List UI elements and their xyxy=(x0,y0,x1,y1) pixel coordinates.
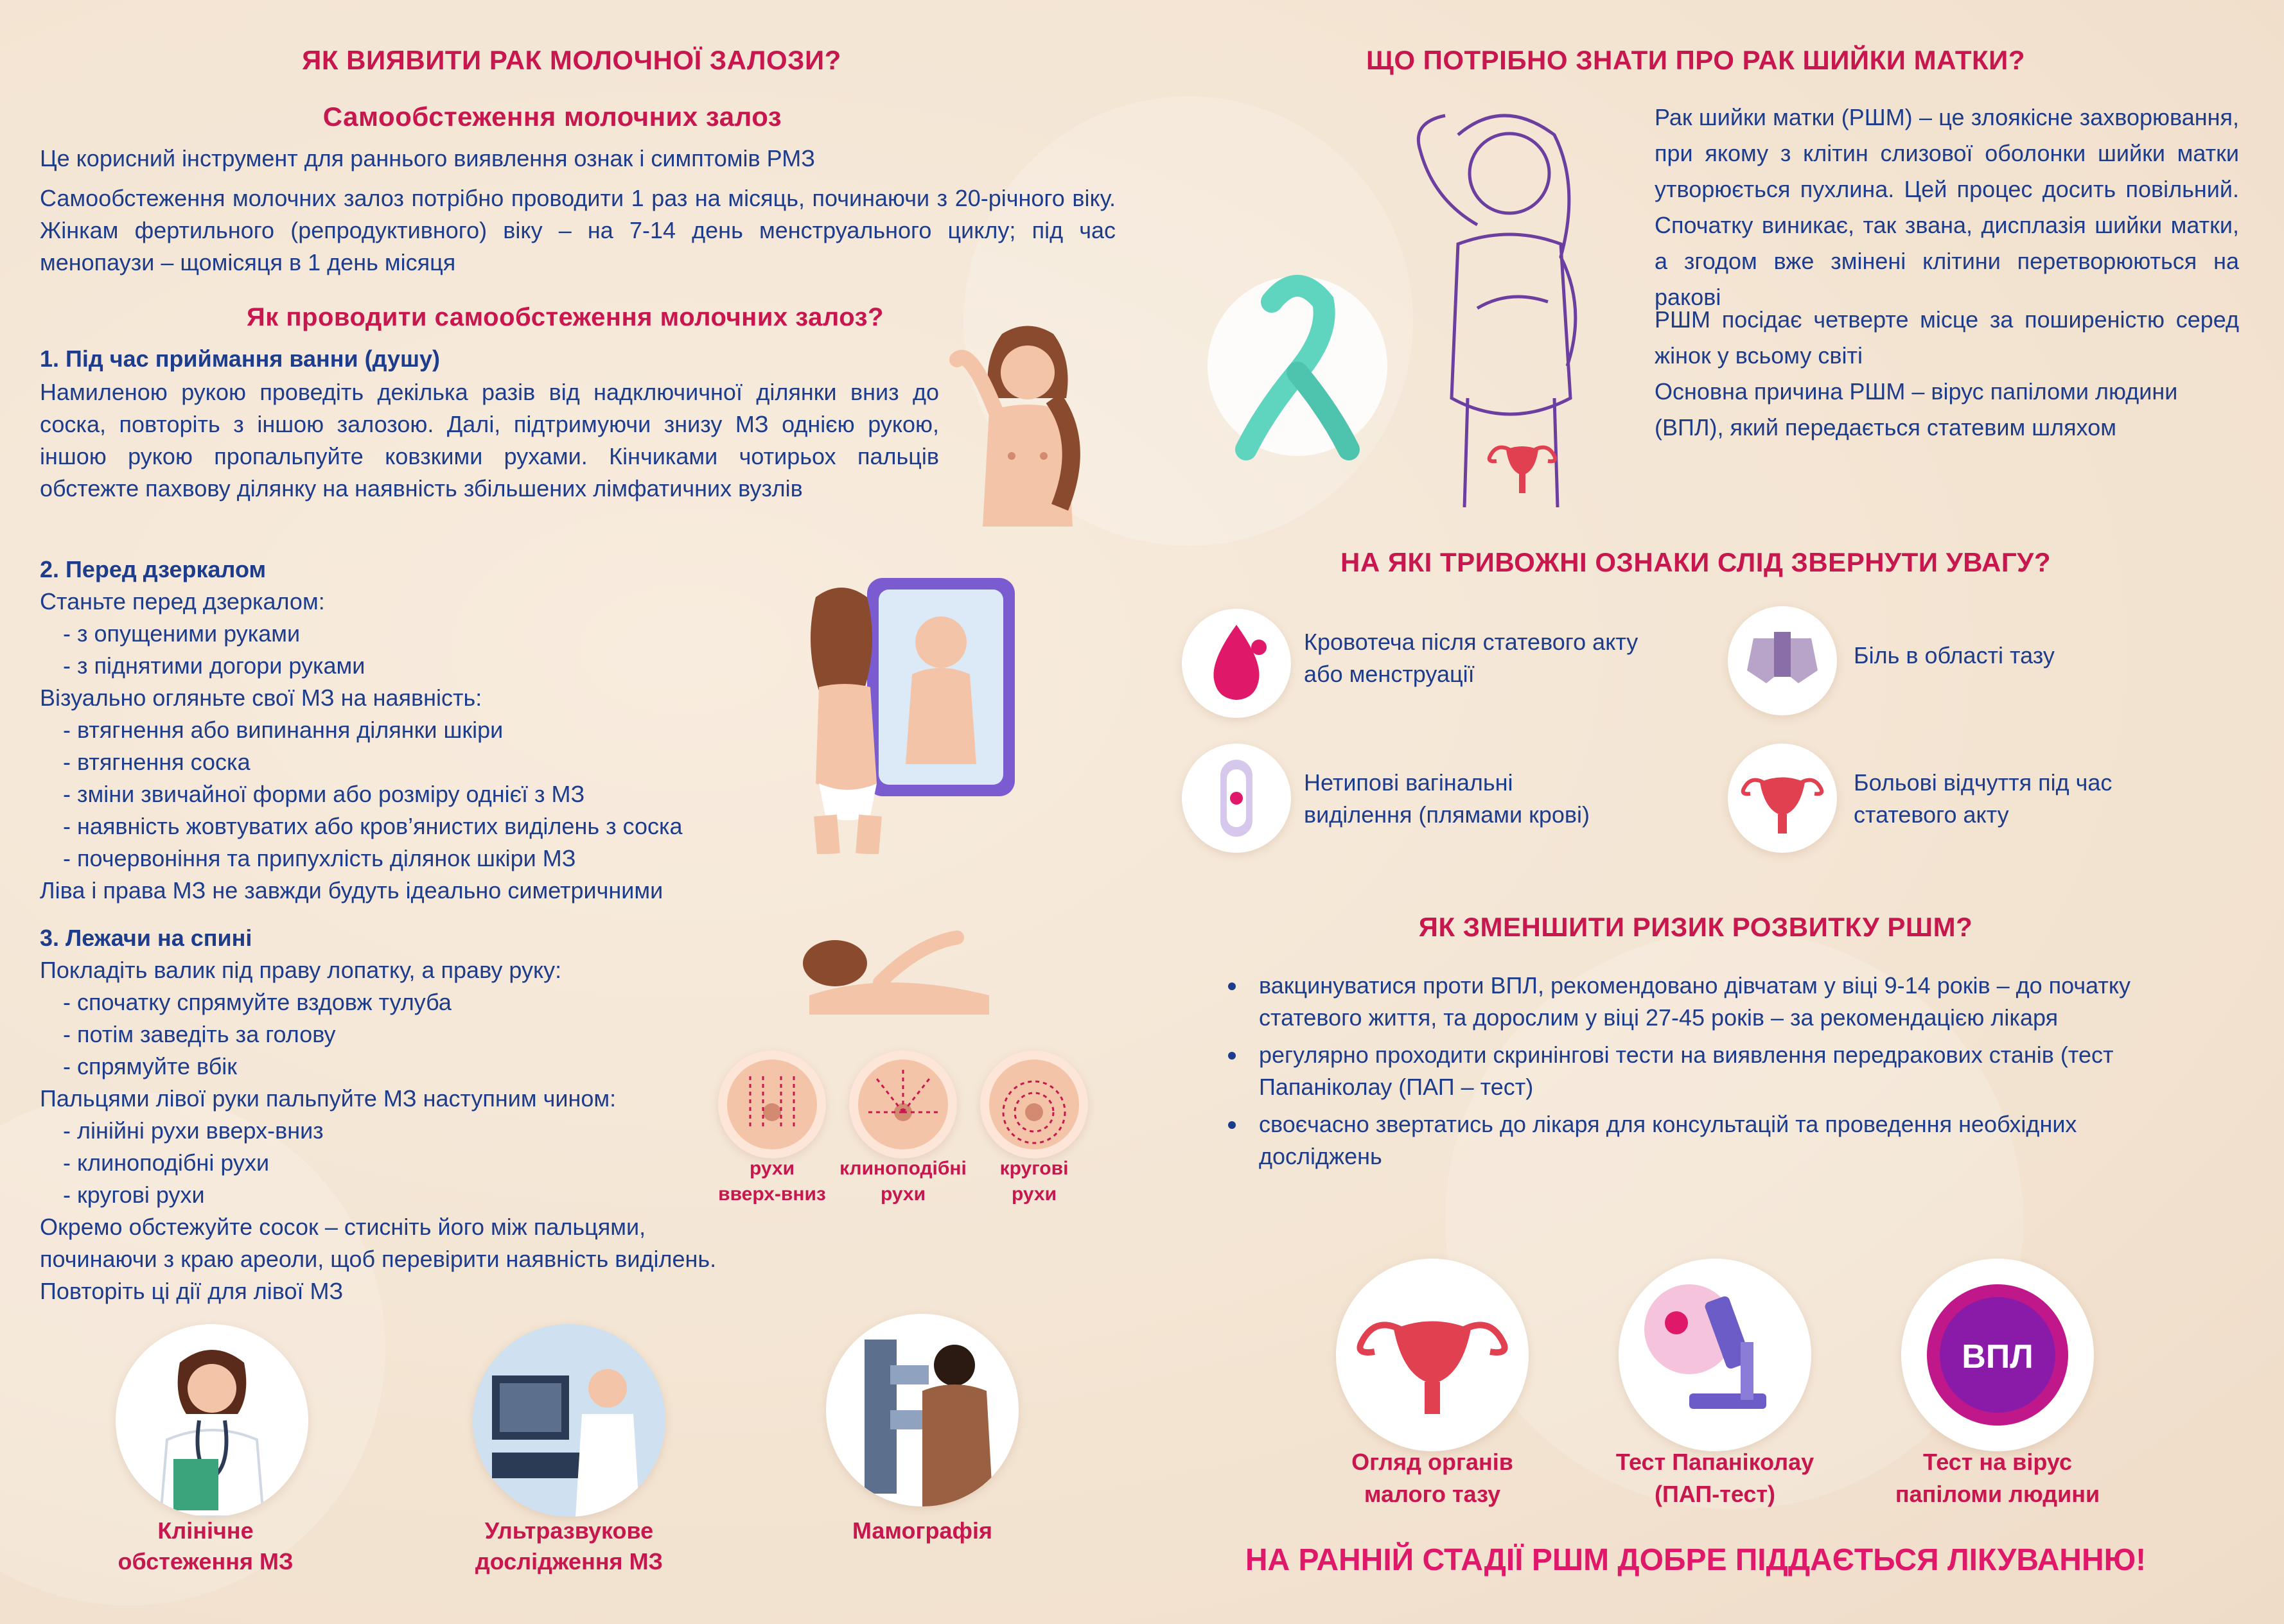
motion-wedge-icon xyxy=(849,1051,957,1158)
pelvic-exam-icon xyxy=(1336,1259,1529,1451)
reduce-item xyxy=(1228,1108,2192,1173)
step3-line: Повторіть ці дії для лівої МЗ xyxy=(40,1278,344,1304)
step3-line: - лінійні рухи вверх-вниз xyxy=(63,1117,324,1144)
step3-list xyxy=(40,954,823,1307)
microscope-icon xyxy=(1619,1259,1811,1451)
reduce-item-text: вакцинуватися проти ВПЛ, рекомендовано дівчатам у віці 9-14 років – до початку статевого життя, та дорослим у віці 27-45 років – за рекомендацією лікаря xyxy=(1259,972,2131,1031)
test-label: Огляд органів малого тазу xyxy=(1351,1449,1513,1507)
step3-line: - кругові рухи xyxy=(63,1182,205,1208)
test-label: Тест Папаніколау (ПАП-тест) xyxy=(1615,1449,1814,1507)
bullet-icon xyxy=(1228,1121,1236,1129)
bullet-icon xyxy=(1228,1052,1236,1060)
step2-line: Станьте перед дзеркалом: xyxy=(40,588,325,615)
cervical-cause-text: Основна причина РШМ – вірус папіломи людини (ВПЛ), який передається статевим шляхом xyxy=(1655,378,2178,441)
reduce-item xyxy=(1228,1039,2192,1103)
step3-line: - спочатку спрямуйте вздовж тулуба xyxy=(63,989,452,1015)
how-title: Як проводити самообстеження молочних залоз? xyxy=(246,303,884,331)
test-label: Тест на вірус папіломи людини xyxy=(1895,1449,2100,1507)
step3-line: Покладіть валик під праву лопатку, а праву руку: xyxy=(40,957,562,983)
pelvis-icon xyxy=(1728,606,1837,715)
reduce-item xyxy=(1228,970,2192,1034)
footer-slogan: НА РАННІЙ СТАДІЇ РШМ ДОБРЕ ПІДДАЄТЬСЯ ЛІКУВАННЮ! xyxy=(1245,1543,2147,1577)
motion-circular-icon xyxy=(980,1051,1088,1158)
signs-title: НА ЯКІ ТРИВОЖНІ ОЗНАКИ СЛІД ЗВЕРНУТИ УВАГУ? xyxy=(1340,547,2051,577)
hpv-badge-text: ВПЛ xyxy=(1962,1338,2034,1375)
woman-mirror-illustration xyxy=(790,572,1021,854)
step3-line: - потім заведіть за голову xyxy=(63,1021,336,1047)
bullet-icon xyxy=(1228,982,1236,990)
motion-updown-icon xyxy=(718,1051,826,1158)
step3-line: - спрямуйте вбік xyxy=(63,1053,238,1079)
right-title: ЩО ПОТРІБНО ЗНАТИ ПРО РАК ШИЙКИ МАТКИ? xyxy=(1366,45,2025,75)
method-label: Ультразвукове дослідження МЗ xyxy=(475,1517,663,1575)
woman-lying-illustration xyxy=(790,925,996,1021)
step2-line: - почервоніння та припухлість ділянок шкіри МЗ xyxy=(63,845,576,871)
intro-text: Це корисний інструмент для раннього виявлення ознак і симптомів РМЗ xyxy=(40,145,816,171)
step2-title: 2. Перед дзеркалом xyxy=(40,556,267,582)
cervical-definition-text: Рак шийки матки (РШМ) – це злоякісне захворювання, при якому з клітин слизової оболонки шийки матки утворюється пухлина. Цей процес досить повільний. Спочатку виникає, так звана, дисплазія шийки матки, а згодом вже змінені клітини перетворюються на ракові xyxy=(1655,104,2239,310)
reduce-list xyxy=(1228,970,2192,1173)
step2-line: - втягнення або випинання ділянки шкіри xyxy=(63,717,504,743)
step3-line: починаючи з краю ареоли, щоб перевірити наявність виділень. xyxy=(40,1246,717,1272)
step1-title: 1. Під час приймання ванни (душу) xyxy=(40,345,440,372)
sign-text: Кровотеча після статевого акту або менструації xyxy=(1304,629,1638,687)
ultrasound-icon xyxy=(473,1324,665,1517)
motion-label: рухи вверх-вниз xyxy=(718,1158,826,1205)
woman-showering-illustration xyxy=(944,321,1111,539)
step3-line: - клиноподібні рухи xyxy=(63,1149,270,1176)
blood-drop-icon xyxy=(1182,609,1291,718)
method-label: Мамографія xyxy=(852,1517,993,1544)
reduce-item-text: регулярно проходити скринінгові тести на виявлення передракових станів (тест Папаніколау (ПАП – тест) xyxy=(1259,1042,2114,1100)
step2-line: - наявність жовтуватих або кров’янистих виділень з соска xyxy=(63,813,683,839)
doctor-icon xyxy=(116,1324,308,1517)
method-label: Клінічне обстеження МЗ xyxy=(118,1517,294,1575)
step2-line: - втягнення соска xyxy=(63,749,250,775)
motion-label: клиноподібні рухи xyxy=(839,1158,967,1205)
cervical-prevalence-text: РШМ посідає четверте місце за поширеністю серед жінок у всьому світі xyxy=(1655,306,2239,369)
sign-text: Нетипові вагінальні виділення (плямами крові) xyxy=(1304,769,1590,828)
intro-schedule-text: Самообстеження молочних залоз потрібно проводити 1 раз на місяць, починаючи з 20-річного віку. Жінкам фертильного (репродуктивного) віку – на 7-14 день менструального циклу; під час менопаузи – щомісяця в 1 день місяця xyxy=(40,185,1116,275)
left-title: ЯК ВИЯВИТИ РАК МОЛОЧНОЇ ЗАЛОЗИ? xyxy=(302,45,841,75)
step3-line: Пальцями лівої руки пальпуйте МЗ наступним чином: xyxy=(40,1085,617,1112)
step3-line: Окремо обстежуйте сосок – стисніть його між пальцями, xyxy=(40,1214,646,1240)
step2-line: Візуально огляньте свої МЗ на наявність: xyxy=(40,685,482,711)
sign-text: Біль в області тазу xyxy=(1854,642,2055,668)
reduce-title: ЯК ЗМЕНШИТИ РИЗИК РОЗВИТКУ РШМ? xyxy=(1418,912,1973,942)
uterus-icon xyxy=(1728,744,1837,853)
reduce-item-text: своєчасно звертатись до лікаря для консультацій та проведення необхідних досліджень xyxy=(1259,1111,2077,1169)
step2-line: - з опущеними руками xyxy=(63,620,301,647)
self-exam-title: Самообстеження молочних залоз xyxy=(322,101,782,132)
mammography-icon xyxy=(826,1314,1019,1506)
virus-icon xyxy=(1901,1259,2094,1451)
sign-text: Больові відчуття під час статевого акту xyxy=(1854,769,2113,828)
step3-title: 3. Лежачи на спині xyxy=(40,925,252,951)
step2-line: Ліва і права МЗ не завжди будуть ідеально симетричними xyxy=(40,877,663,904)
pad-icon xyxy=(1182,744,1291,853)
step2-line: - з піднятими догори руками xyxy=(63,652,365,679)
step2-line: - зміни звичайної форми або розміру однієї з МЗ xyxy=(63,781,585,807)
step1-text: Намиленою рукою проведіть декілька разів від надключичної ділянки вниз до соска, повторіть з іншою залозою. Далі, підтримуючи знизу МЗ однією рукою, іншою рукою пропальпуйте ковзкими рухами. Кінчиками чотирьох пальців обстежте пахвову ділянку на наявність збільшених лімфатичних вузлів xyxy=(40,379,939,502)
woman-outline-illustration xyxy=(1349,96,1657,507)
step2-list xyxy=(40,586,823,907)
motion-label: кругові рухи xyxy=(999,1158,1069,1205)
